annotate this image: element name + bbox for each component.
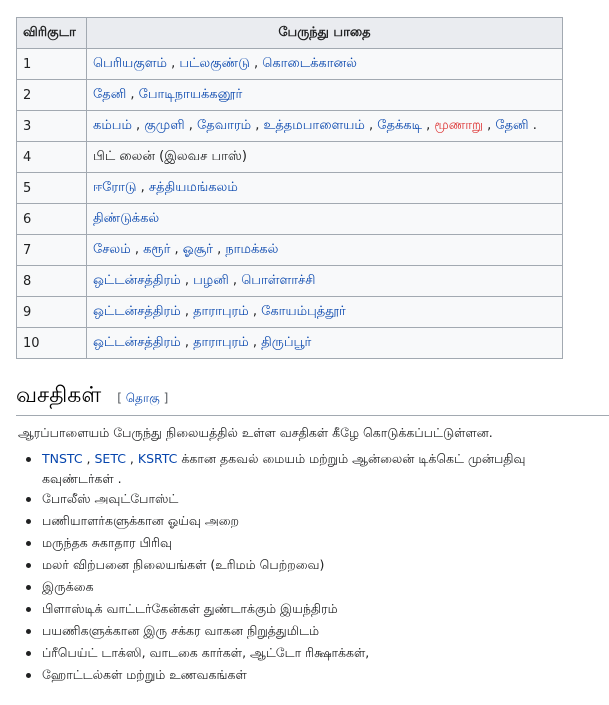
setc-link[interactable]: SETC (94, 451, 126, 466)
route-stop-link[interactable]: கொடைக்கானல் (262, 56, 357, 71)
list-item: மலர் விற்பனை நிலையங்கள் (உரிமம் பெற்றவை) (38, 554, 609, 576)
route-cell: ஒட்டன்சத்திரம் , தாராபுரம் , திருப்பூர் (87, 328, 563, 359)
route-stop-link[interactable]: போடிநாயக்கனூர் (138, 87, 243, 102)
route-cell (87, 142, 563, 173)
route-stop-link[interactable]: பொள்ளாச்சி (241, 273, 316, 288)
column-header-bay: விரிகுடா (17, 18, 87, 49)
list-item: பிளாஸ்டிக் வாட்டர்கேன்கள் துண்டாக்கும் இயந்திரம் (38, 598, 609, 620)
table-header-row (17, 18, 563, 49)
route-stop-link[interactable]: ஒட்டன்சத்திரம் (93, 304, 181, 319)
bay-number: 3 (17, 111, 87, 142)
route-stop-link[interactable]: தேவாரம் (197, 118, 252, 133)
table-row (17, 49, 563, 80)
bay-number: 8 (17, 266, 87, 297)
route-stop-link[interactable]: ஒட்டன்சத்திரம் (93, 335, 181, 350)
list-item: ஹோட்டல்கள் மற்றும் உணவகங்கள் (38, 664, 609, 686)
list-item-text: க்கான தகவல் மையம் மற்றும் ஆன்லைன் டிக்கெட் முன்பதிவு (177, 451, 526, 466)
route-stop-link[interactable]: பட்லகுண்டு (179, 56, 250, 71)
route-cell: பெரியகுளம் , பட்லகுண்டு , கொடைக்கானல் (87, 49, 563, 80)
facilities-list (16, 448, 609, 686)
bay-number: 7 (17, 235, 87, 266)
table-row (17, 142, 563, 173)
route-cell: ஒட்டன்சத்திரம் , பழனி , பொள்ளாச்சி (87, 266, 563, 297)
table-body (17, 49, 563, 359)
route-cell: ஒட்டன்சத்திரம் , தாராபுரம் , கோயம்புத்தூர் (87, 297, 563, 328)
route-stop-link[interactable]: பெரியகுளம் (93, 56, 167, 71)
route-cell: சேலம் , கரூர் , ஓசூர் , நாமக்கல் (87, 235, 563, 266)
list-item-text-continued: கவுண்டர்கள் . (42, 471, 122, 486)
route-cell (87, 204, 563, 235)
route-stop-link[interactable]: ஈரோடு (93, 180, 137, 195)
route-cell: தேனி , போடிநாயக்கனூர் (87, 80, 563, 111)
tnstc-link[interactable]: TNSTC (42, 451, 83, 466)
route-stop-link[interactable]: கோயம்புத்தூர் (261, 304, 346, 319)
table-row (17, 235, 563, 266)
route-stop-link[interactable]: தேனி (93, 87, 127, 102)
list-item: பணியாளர்களுக்கான ஓய்வு அறை (38, 510, 609, 532)
route-stop-link[interactable]: மூணாறு (434, 118, 483, 133)
column-header-route: பேருந்து பாதை (87, 18, 563, 49)
route-stop-link[interactable]: கம்பம் (93, 118, 132, 133)
bay-number: 5 (17, 173, 87, 204)
route-stop-link[interactable]: உத்தமபாளையம் (263, 118, 365, 133)
bay-number: 4 (17, 142, 87, 173)
route-stop-link[interactable]: சேலம் (93, 242, 131, 257)
route-stop-link[interactable]: ஒட்டன்சத்திரம் (93, 273, 181, 288)
ksrtc-link[interactable]: KSRTC (137, 451, 178, 466)
route-stop-link[interactable]: ஓசூர் (182, 242, 213, 257)
table-row (17, 111, 563, 142)
bay-number: 9 (17, 297, 87, 328)
route-stop-link[interactable]: திண்டுக்கல் (93, 211, 160, 226)
route-stop-link[interactable]: தாராபுரம் (193, 335, 249, 350)
route-cell: ஈரோடு , சத்தியமங்கலம் (87, 173, 563, 204)
list-item: இருக்கை (38, 576, 609, 598)
table-row (17, 80, 563, 111)
bay-number: 2 (17, 80, 87, 111)
list-item: பயணிகளுக்கான இரு சக்கர வாகன நிறுத்துமிடம் (38, 620, 609, 642)
route-trailing: . (528, 118, 537, 133)
route-stop-link[interactable]: தேனி (495, 118, 529, 133)
table-row (17, 266, 563, 297)
list-item: TNSTC , SETC , KSRTC க்கான தகவல் மையம் மற்றும் ஆன்லைன் டிக்கெட் முன்பதிவு கவுண்டர்கள் . (38, 448, 609, 488)
edit-section-link[interactable]: தொகு (125, 391, 160, 405)
list-item: ப்ரீபெய்ட் டாக்ஸி, வாடகை கார்கள், ஆட்டோ ரிக்ஷாக்கள், (38, 642, 609, 664)
route-stop-link[interactable]: திருப்பூர் (261, 335, 312, 350)
route-stop-link[interactable]: கரூர் (143, 242, 171, 257)
table-row (17, 204, 563, 235)
section-heading-row (16, 383, 609, 416)
route-stop-link[interactable]: தாராபுரம் (193, 304, 249, 319)
list-item: மருந்தக சுகாதார பிரிவு (38, 532, 609, 554)
table-row (17, 328, 563, 359)
route-cell: கம்பம் , குமுளி , தேவாரம் , உத்தமபாளையம் , தேக்கடி , மூணாறு , தேனி . (87, 111, 563, 142)
section-intro: ஆரப்பாளையம் பேருந்து நிலையத்தில் உள்ள வசதிகள் கீழே கொடுக்கப்பட்டுள்ளன. (18, 425, 493, 440)
route-stop-link[interactable]: நாமக்கல் (225, 242, 279, 257)
bay-number: 6 (17, 204, 87, 235)
table-row (17, 173, 563, 204)
bay-number: 1 (17, 49, 87, 80)
section-title: வசதிகள் (16, 383, 102, 408)
edit-section: [ தொகு ] (117, 391, 169, 405)
table-row (17, 297, 563, 328)
route-stop-link[interactable]: சத்தியமங்கலம் (148, 180, 238, 195)
route-stop-link[interactable]: குமுளி (144, 118, 185, 133)
bus-bay-table (16, 17, 563, 359)
route-stop-link[interactable]: பழனி (193, 273, 229, 288)
route-stop-link[interactable]: தேக்கடி (377, 118, 422, 133)
bay-number: 10 (17, 328, 87, 359)
list-item: போலீஸ் அவுட்போஸ்ட் (38, 488, 609, 510)
route-text: பிட் லைன் (இலவச பாஸ்) (93, 149, 247, 164)
